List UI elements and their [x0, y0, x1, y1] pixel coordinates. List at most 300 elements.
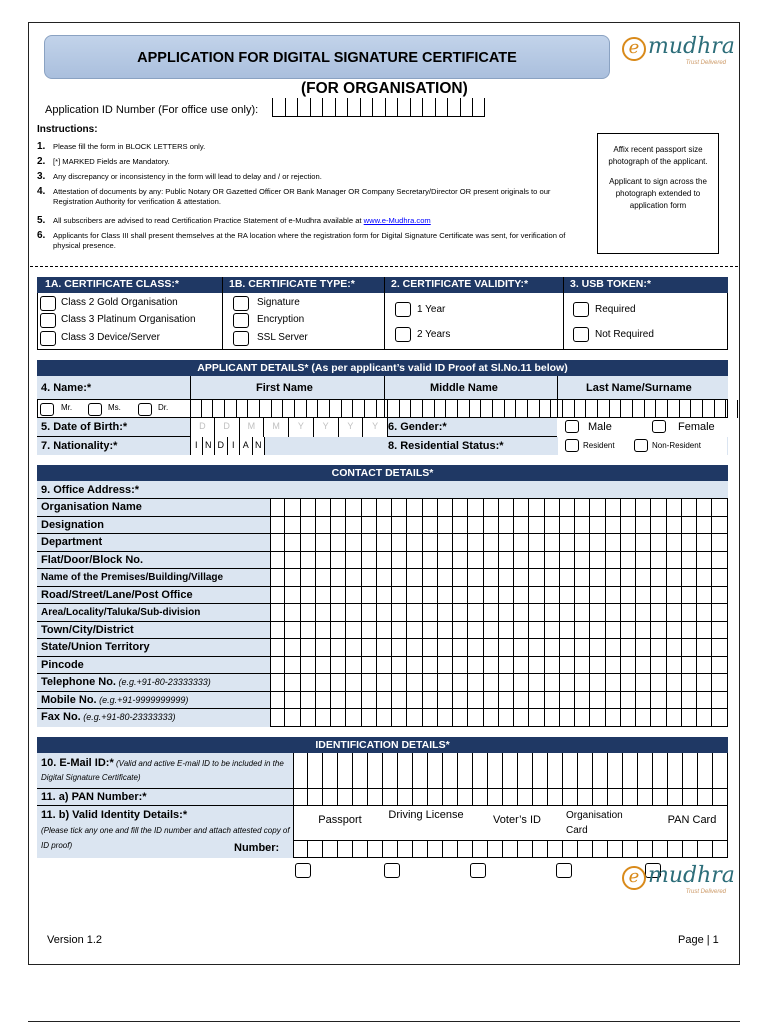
input-cell[interactable] [407, 569, 422, 586]
input-cell[interactable] [545, 604, 560, 621]
ssl-server-checkbox[interactable] [233, 331, 249, 346]
input-cell[interactable] [715, 400, 727, 418]
input-cell[interactable] [499, 639, 514, 656]
input-cell[interactable] [667, 569, 682, 586]
input-cell[interactable]: Y [339, 418, 364, 437]
input-cell[interactable] [270, 709, 285, 727]
input-cell[interactable] [316, 709, 331, 727]
input-cell[interactable] [712, 569, 727, 586]
input-cell[interactable] [514, 622, 529, 639]
input-cell[interactable] [514, 569, 529, 586]
input-cell[interactable] [301, 517, 316, 534]
input-cell[interactable] [365, 400, 377, 418]
input-cell[interactable] [499, 517, 514, 534]
input-cell[interactable] [453, 709, 468, 727]
input-cell[interactable] [545, 517, 560, 534]
input-cell[interactable] [683, 840, 698, 858]
input-cell[interactable] [270, 552, 285, 569]
app-id-cell[interactable] [285, 98, 298, 116]
input-cell[interactable] [331, 587, 346, 604]
app-id-cell[interactable] [335, 98, 348, 116]
input-cell[interactable] [285, 569, 300, 586]
input-cell[interactable] [621, 400, 633, 418]
app-id-cell[interactable] [360, 98, 373, 116]
input-cell[interactable] [438, 674, 453, 691]
input-cell[interactable] [623, 840, 638, 858]
title-ms-checkbox[interactable] [88, 403, 102, 416]
input-cell[interactable] [285, 499, 300, 516]
input-cell[interactable] [548, 840, 563, 858]
input-cell[interactable] [453, 604, 468, 621]
input-cell[interactable] [636, 674, 651, 691]
input-cell[interactable] [331, 639, 346, 656]
input-cell[interactable] [484, 534, 499, 551]
signature-checkbox[interactable] [233, 296, 249, 311]
input-cell[interactable] [316, 534, 331, 551]
usb-required-checkbox[interactable] [573, 302, 589, 317]
input-cell[interactable] [438, 517, 453, 534]
input-cell[interactable] [362, 709, 377, 727]
input-cell[interactable] [668, 840, 683, 858]
input-cell[interactable] [545, 639, 560, 656]
input-cell[interactable] [331, 692, 346, 709]
input-cell[interactable] [590, 587, 605, 604]
input-cell[interactable] [560, 657, 575, 674]
app-id-cell[interactable] [322, 98, 335, 116]
app-id-cell[interactable] [447, 98, 460, 116]
input-cell[interactable] [499, 587, 514, 604]
input-cell[interactable] [331, 552, 346, 569]
input-cell[interactable] [636, 499, 651, 516]
app-id-cell[interactable] [435, 98, 448, 116]
input-cell[interactable] [636, 657, 651, 674]
input-cell[interactable] [697, 657, 712, 674]
input-cell[interactable] [438, 639, 453, 656]
class2-gold-checkbox[interactable] [40, 296, 56, 311]
input-cell[interactable] [377, 400, 389, 418]
app-id-cell[interactable] [272, 98, 285, 116]
input-cell[interactable] [606, 604, 621, 621]
input-cell[interactable] [316, 622, 331, 639]
encryption-checkbox[interactable] [233, 313, 249, 328]
input-cell[interactable] [346, 692, 361, 709]
input-cell[interactable] [560, 569, 575, 586]
input-cell[interactable] [712, 692, 727, 709]
input-cell[interactable] [316, 604, 331, 621]
usb-not-required-checkbox[interactable] [573, 327, 589, 342]
input-cell[interactable] [545, 657, 560, 674]
input-cell[interactable] [346, 499, 361, 516]
input-cell[interactable] [423, 499, 438, 516]
input-cell[interactable] [377, 622, 392, 639]
input-cell[interactable] [484, 657, 499, 674]
input-cell[interactable] [590, 622, 605, 639]
input-cell[interactable] [331, 622, 346, 639]
input-cell[interactable] [283, 400, 295, 418]
input-cell[interactable] [545, 552, 560, 569]
input-cell[interactable] [590, 639, 605, 656]
input-cell[interactable] [697, 569, 712, 586]
app-id-boxes[interactable] [272, 98, 485, 116]
input-cell[interactable] [270, 517, 285, 534]
input-cell[interactable] [438, 499, 453, 516]
input-cell[interactable] [563, 400, 575, 418]
input-cell[interactable] [392, 569, 407, 586]
input-cell[interactable] [610, 400, 622, 418]
input-cell[interactable] [438, 587, 453, 604]
input-cell[interactable] [468, 692, 483, 709]
input-cell[interactable] [190, 400, 202, 418]
input-cell[interactable] [285, 604, 300, 621]
input-cell[interactable] [308, 840, 323, 858]
input-cell[interactable] [575, 552, 590, 569]
emudhra-link[interactable]: www.e-Mudhra.com [363, 216, 431, 225]
input-cell[interactable] [499, 709, 514, 727]
input-cell[interactable] [514, 587, 529, 604]
input-cell[interactable] [407, 709, 422, 727]
input-cell[interactable] [682, 569, 697, 586]
input-cell[interactable] [468, 604, 483, 621]
input-cell[interactable] [575, 709, 590, 727]
input-cell[interactable] [493, 400, 505, 418]
input-cell[interactable] [545, 499, 560, 516]
input-cell[interactable] [645, 400, 657, 418]
input-cell[interactable] [362, 569, 377, 586]
input-cell[interactable] [484, 517, 499, 534]
input-cell[interactable] [392, 604, 407, 621]
app-id-cell[interactable] [372, 98, 385, 116]
input-cell[interactable] [514, 692, 529, 709]
app-id-cell[interactable] [472, 98, 485, 116]
input-cell[interactable] [667, 517, 682, 534]
input-cell[interactable] [368, 840, 383, 858]
input-cell[interactable] [514, 709, 529, 727]
input-cell[interactable] [307, 400, 319, 418]
input-cell[interactable] [323, 840, 338, 858]
input-cell[interactable] [667, 657, 682, 674]
input-cell[interactable] [697, 709, 712, 727]
input-cell[interactable] [362, 639, 377, 656]
input-cell[interactable] [606, 587, 621, 604]
input-cell[interactable] [590, 499, 605, 516]
input-cell[interactable] [438, 709, 453, 727]
input-cell[interactable] [407, 499, 422, 516]
input-cell[interactable] [697, 639, 712, 656]
input-cell[interactable] [346, 674, 361, 691]
input-cell[interactable] [575, 639, 590, 656]
input-cell[interactable] [260, 400, 272, 418]
input-cell[interactable] [636, 569, 651, 586]
input-cell[interactable] [667, 604, 682, 621]
app-id-cell[interactable] [385, 98, 398, 116]
input-cell[interactable] [560, 622, 575, 639]
input-cell[interactable] [499, 657, 514, 674]
input-cell[interactable] [697, 517, 712, 534]
input-cell[interactable] [682, 517, 697, 534]
input-cell[interactable] [316, 657, 331, 674]
input-cell[interactable] [651, 709, 666, 727]
input-cell[interactable] [353, 840, 368, 858]
input-cell[interactable] [468, 587, 483, 604]
input-cell[interactable] [505, 400, 517, 418]
input-cell[interactable] [651, 587, 666, 604]
input-cell[interactable] [392, 587, 407, 604]
input-cell[interactable] [682, 499, 697, 516]
organisation-card-checkbox[interactable] [556, 863, 572, 878]
input-cell[interactable] [621, 622, 636, 639]
input-cell[interactable] [575, 499, 590, 516]
input-cell[interactable] [697, 692, 712, 709]
input-cell[interactable] [578, 840, 593, 858]
input-cell[interactable] [362, 534, 377, 551]
app-id-cell[interactable] [397, 98, 410, 116]
input-cell[interactable] [438, 569, 453, 586]
input-cell[interactable] [484, 569, 499, 586]
input-cell[interactable] [316, 569, 331, 586]
input-cell[interactable] [712, 622, 727, 639]
input-cell[interactable] [438, 622, 453, 639]
non-resident-checkbox[interactable] [634, 439, 648, 452]
input-cell[interactable] [499, 499, 514, 516]
input-cell[interactable] [560, 587, 575, 604]
input-cell[interactable] [636, 552, 651, 569]
gender-male-checkbox[interactable] [565, 420, 579, 433]
input-cell[interactable] [636, 692, 651, 709]
input-cell[interactable] [331, 604, 346, 621]
input-cell[interactable] [423, 657, 438, 674]
input-cell[interactable] [484, 587, 499, 604]
input-cell[interactable] [529, 692, 544, 709]
input-cell[interactable] [346, 534, 361, 551]
input-cell[interactable] [346, 604, 361, 621]
input-cell[interactable] [712, 639, 727, 656]
gender-female-checkbox[interactable] [652, 420, 666, 433]
input-cell[interactable] [636, 622, 651, 639]
input-cell[interactable] [362, 517, 377, 534]
input-cell[interactable] [377, 709, 392, 727]
input-cell[interactable] [545, 674, 560, 691]
validity-2years-checkbox[interactable] [395, 327, 411, 342]
input-cell[interactable] [682, 587, 697, 604]
input-cell[interactable] [407, 517, 422, 534]
input-cell[interactable] [621, 517, 636, 534]
input-cell[interactable] [398, 840, 413, 858]
input-cell[interactable] [575, 587, 590, 604]
input-cell[interactable] [682, 674, 697, 691]
input-cell[interactable] [331, 674, 346, 691]
input-cell[interactable] [529, 587, 544, 604]
input-cell[interactable] [301, 569, 316, 586]
input-cell[interactable] [575, 517, 590, 534]
input-cell[interactable] [392, 674, 407, 691]
input-cell[interactable] [560, 692, 575, 709]
input-cell[interactable] [301, 674, 316, 691]
input-cell[interactable] [362, 587, 377, 604]
input-cell[interactable] [423, 692, 438, 709]
input-cell[interactable] [301, 622, 316, 639]
input-cell[interactable] [301, 604, 316, 621]
input-cell[interactable] [468, 552, 483, 569]
input-cell[interactable] [213, 400, 225, 418]
input-cell[interactable]: Y [314, 418, 339, 437]
input-cell[interactable] [514, 639, 529, 656]
input-cell[interactable] [270, 692, 285, 709]
input-cell[interactable] [301, 534, 316, 551]
driving-license-checkbox[interactable] [384, 863, 400, 878]
input-cell[interactable] [468, 517, 483, 534]
input-cell[interactable] [590, 569, 605, 586]
title-mr-checkbox[interactable] [40, 403, 54, 416]
app-id-cell[interactable] [347, 98, 360, 116]
input-cell[interactable]: M [264, 418, 289, 437]
input-cell[interactable] [712, 517, 727, 534]
input-cell[interactable] [301, 657, 316, 674]
input-cell[interactable] [346, 709, 361, 727]
input-cell[interactable] [621, 709, 636, 727]
input-cell[interactable] [606, 534, 621, 551]
input-cell[interactable] [560, 534, 575, 551]
input-cell[interactable] [651, 657, 666, 674]
input-cell[interactable]: N [253, 437, 266, 455]
input-cell[interactable] [651, 499, 666, 516]
app-id-cell[interactable] [460, 98, 473, 116]
input-cell[interactable] [575, 657, 590, 674]
input-cell[interactable] [560, 709, 575, 727]
input-cell[interactable] [377, 552, 392, 569]
input-cell[interactable] [667, 692, 682, 709]
input-cell[interactable]: I [228, 437, 241, 455]
input-cell[interactable] [270, 569, 285, 586]
input-cell[interactable] [331, 657, 346, 674]
input-cell[interactable] [545, 569, 560, 586]
input-cell[interactable] [423, 400, 435, 418]
input-cell[interactable] [667, 709, 682, 727]
id-number-cells[interactable] [293, 840, 728, 858]
input-cell[interactable] [621, 692, 636, 709]
input-cell[interactable] [316, 639, 331, 656]
input-cell[interactable] [633, 400, 645, 418]
input-cell[interactable]: Y [363, 418, 388, 437]
input-cell[interactable] [285, 657, 300, 674]
input-cell[interactable] [423, 569, 438, 586]
input-cell[interactable] [407, 657, 422, 674]
input-cell[interactable] [270, 639, 285, 656]
app-id-cell[interactable] [297, 98, 310, 116]
input-cell[interactable] [529, 709, 544, 727]
input-cell[interactable] [392, 517, 407, 534]
input-cell[interactable] [346, 657, 361, 674]
input-cell[interactable] [682, 552, 697, 569]
input-cell[interactable] [590, 657, 605, 674]
input-cell[interactable] [598, 400, 610, 418]
title-dr-checkbox[interactable] [138, 403, 152, 416]
input-cell[interactable] [606, 622, 621, 639]
input-cell[interactable] [316, 674, 331, 691]
input-cell[interactable] [606, 499, 621, 516]
input-cell[interactable] [301, 709, 316, 727]
input-cell[interactable] [438, 692, 453, 709]
input-cell[interactable] [362, 674, 377, 691]
input-cell[interactable] [346, 552, 361, 569]
input-cell[interactable] [636, 639, 651, 656]
input-cell[interactable] [484, 604, 499, 621]
input-cell[interactable] [514, 534, 529, 551]
input-cell[interactable] [528, 400, 540, 418]
input-cell[interactable] [712, 604, 727, 621]
input-cell[interactable] [575, 604, 590, 621]
input-cell[interactable] [377, 517, 392, 534]
input-cell[interactable] [575, 569, 590, 586]
input-cell[interactable] [342, 400, 354, 418]
input-cell[interactable] [621, 499, 636, 516]
input-cell[interactable] [353, 400, 365, 418]
input-cell[interactable] [499, 569, 514, 586]
input-cell[interactable] [392, 534, 407, 551]
input-cell[interactable] [392, 622, 407, 639]
input-cell[interactable] [484, 674, 499, 691]
input-cell[interactable] [270, 534, 285, 551]
input-cell[interactable] [362, 657, 377, 674]
input-cell[interactable] [529, 674, 544, 691]
input-cell[interactable] [499, 674, 514, 691]
resident-checkbox[interactable] [565, 439, 579, 452]
input-cell[interactable] [377, 569, 392, 586]
input-cell[interactable] [697, 499, 712, 516]
input-cell[interactable] [453, 534, 468, 551]
input-cell[interactable] [346, 587, 361, 604]
input-cell[interactable] [697, 587, 712, 604]
input-cell[interactable] [560, 639, 575, 656]
input-cell[interactable] [503, 840, 518, 858]
input-cell[interactable] [545, 692, 560, 709]
input-cell[interactable] [407, 692, 422, 709]
input-cell[interactable] [606, 674, 621, 691]
input-cell[interactable] [621, 657, 636, 674]
input-cell[interactable] [713, 840, 728, 858]
input-cell[interactable] [668, 400, 680, 418]
input-cell[interactable] [484, 692, 499, 709]
input-cell[interactable] [575, 534, 590, 551]
input-cell[interactable] [499, 604, 514, 621]
input-cell[interactable] [488, 840, 503, 858]
input-cell[interactable] [270, 587, 285, 604]
input-cell[interactable] [377, 657, 392, 674]
input-cell[interactable] [458, 840, 473, 858]
input-cell[interactable] [407, 552, 422, 569]
input-cell[interactable] [423, 639, 438, 656]
input-cell[interactable] [423, 517, 438, 534]
input-cell[interactable] [407, 587, 422, 604]
input-cell[interactable] [331, 499, 346, 516]
input-cell[interactable] [411, 400, 423, 418]
input-cell[interactable] [428, 840, 443, 858]
input-cell[interactable] [377, 587, 392, 604]
input-cell[interactable] [636, 587, 651, 604]
input-cell[interactable] [316, 499, 331, 516]
input-cell[interactable] [636, 604, 651, 621]
photo-box[interactable]: Affix recent passport size photograph of the applicant. Applicant to sign across the photograph extended to application form [597, 133, 719, 254]
input-cell[interactable] [712, 552, 727, 569]
input-cell[interactable] [667, 499, 682, 516]
input-cell[interactable] [392, 499, 407, 516]
app-id-cell[interactable] [410, 98, 423, 116]
input-cell[interactable] [468, 534, 483, 551]
input-cell[interactable] [202, 400, 214, 418]
input-cell[interactable] [651, 622, 666, 639]
input-cell[interactable] [468, 674, 483, 691]
input-cell[interactable] [586, 400, 598, 418]
input-cell[interactable] [346, 517, 361, 534]
